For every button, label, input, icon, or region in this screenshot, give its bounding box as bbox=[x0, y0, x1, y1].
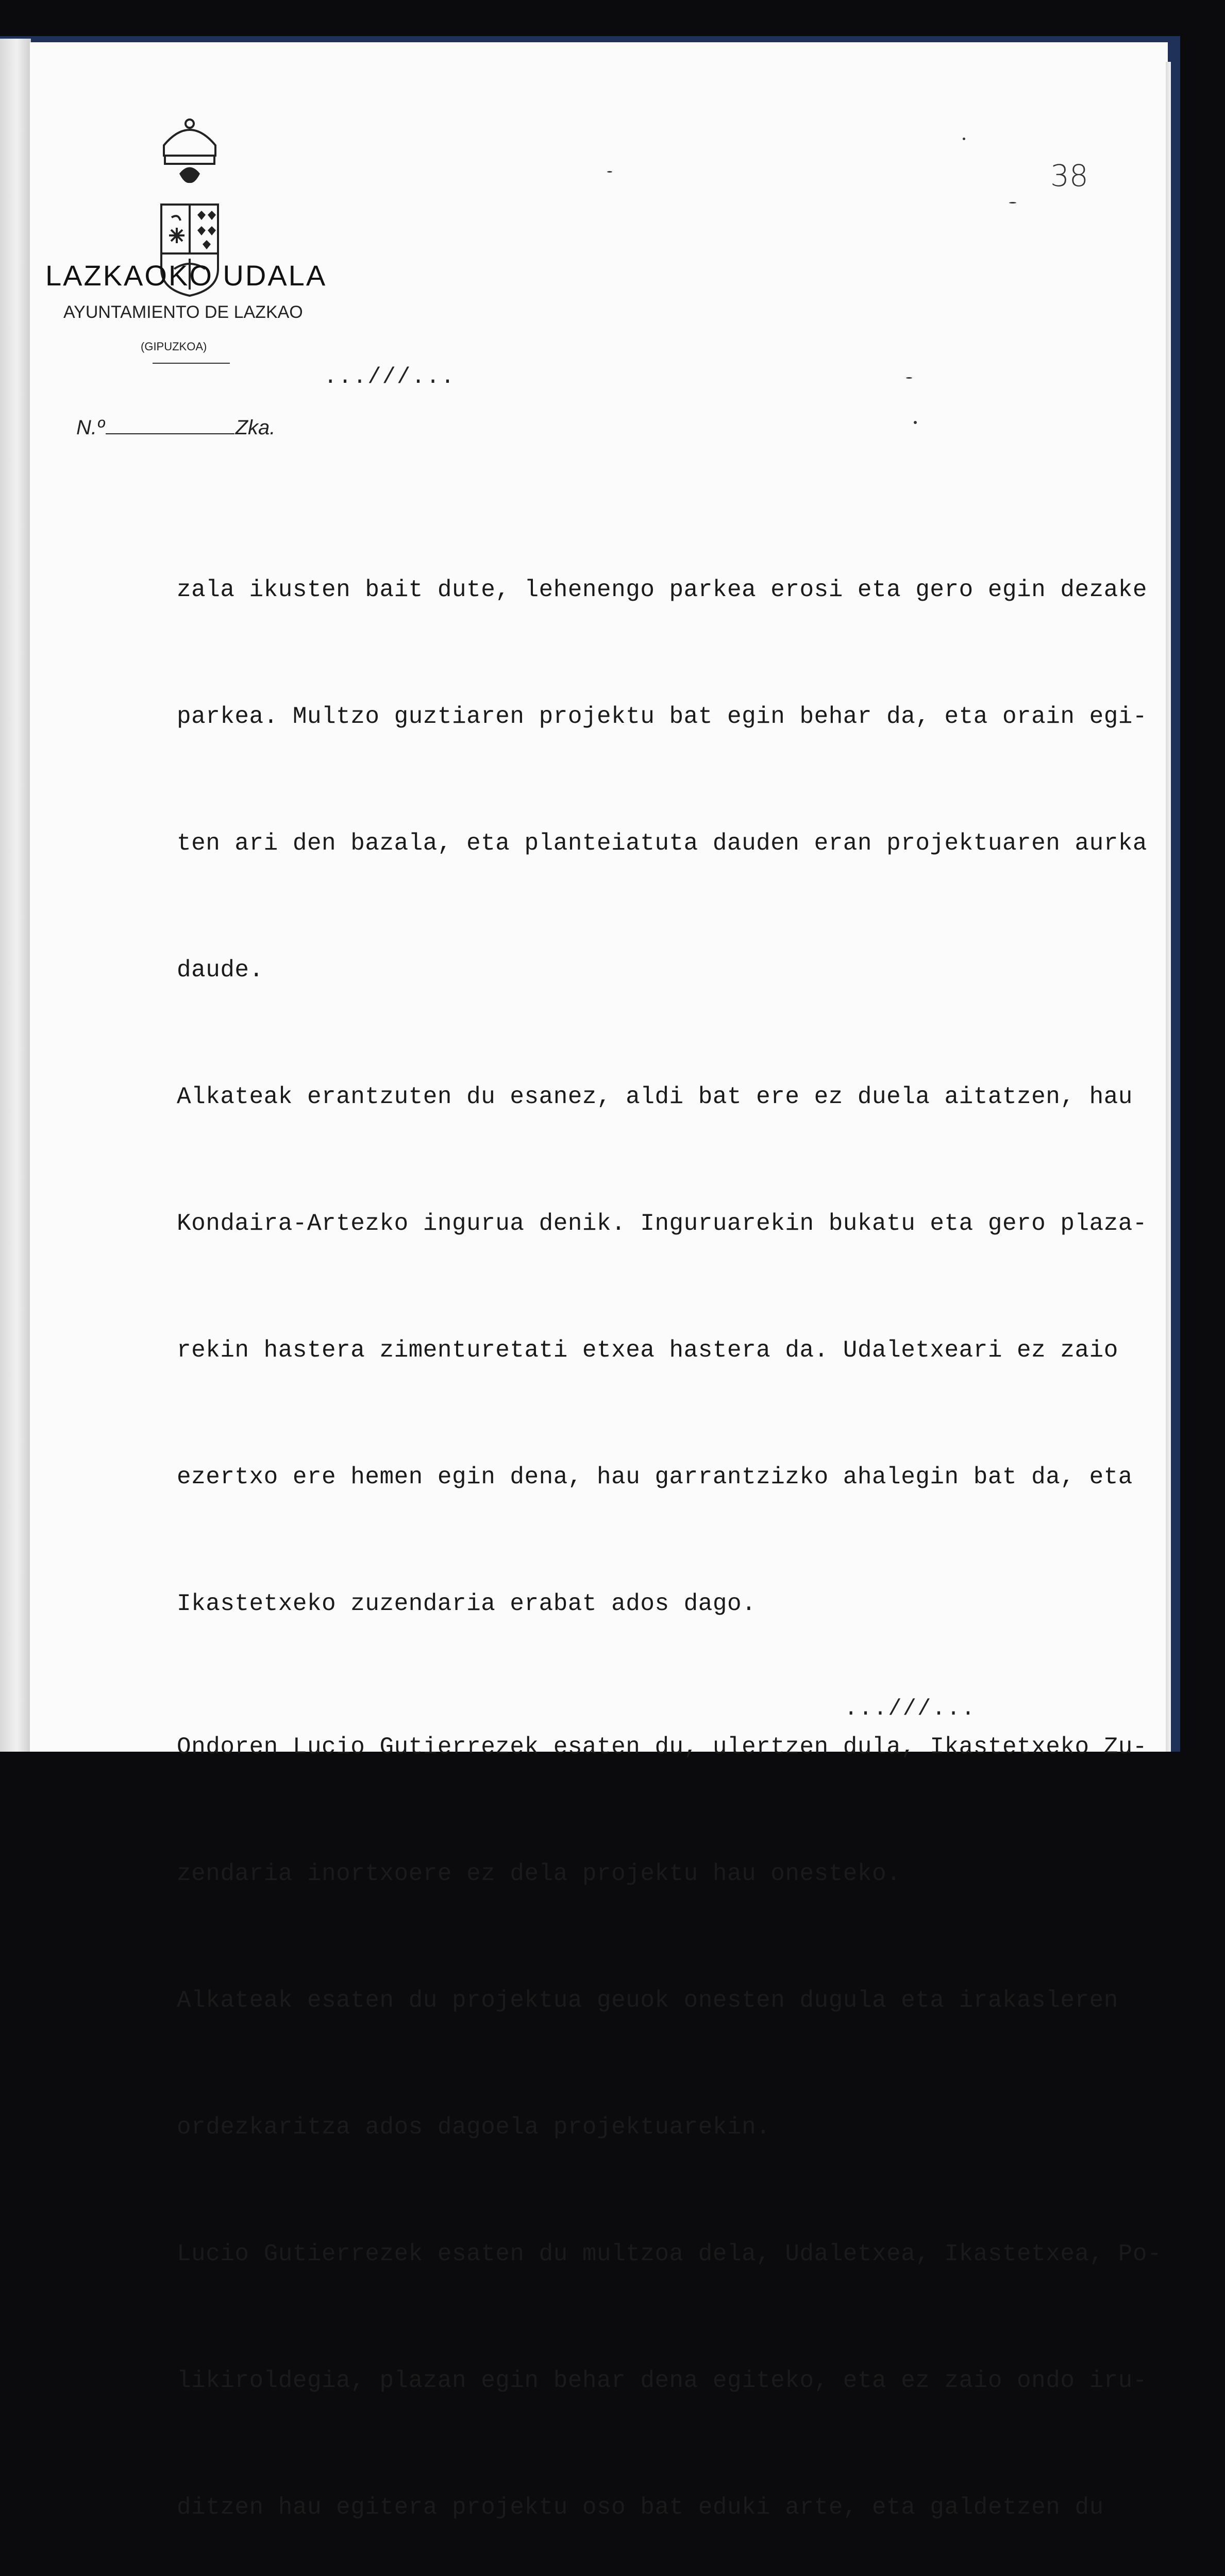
organization-name: LAZKAOKO UDALA bbox=[45, 259, 327, 292]
text-line: zendaria inortxoere ez dela projektu hau onesteko. bbox=[177, 1860, 901, 1887]
page-number: 38 bbox=[1050, 158, 1088, 193]
reference-prefix: N.º bbox=[76, 416, 105, 439]
paper-speck bbox=[906, 377, 912, 379]
reference-suffix: Zka. bbox=[235, 416, 276, 439]
region-underline bbox=[153, 363, 230, 364]
text-line: Alkateak erantzuten du esanez, aldi bat ere ez duela aitatzen, hau bbox=[177, 1083, 1133, 1110]
paper-speck bbox=[914, 421, 917, 424]
text-line: Alkateak esaten du projektua geuok onesten dugula eta irakasleren bbox=[177, 1987, 1118, 2014]
paper-speck bbox=[607, 171, 612, 173]
reference-number-field bbox=[76, 416, 344, 439]
continuation-mark-top: ...///... bbox=[324, 364, 456, 390]
text-line: daude. bbox=[177, 957, 264, 984]
text-line: ten ari den bazala, eta planteiatuta dauden eran projektuaren aurka bbox=[177, 830, 1148, 857]
text-line: parkea. Multzo guztiaren projektu bat egin behar da, eta orain egi- bbox=[177, 703, 1148, 730]
text-line: Kondaira-Artezko ingurua denik. Inguruarekin bukatu eta gero plaza- bbox=[177, 1210, 1148, 1237]
organization-name-spanish: AYUNTAMIENTO DE LAZKAO bbox=[63, 302, 303, 322]
paper-speck bbox=[1009, 202, 1016, 204]
text-line: likiroldegia, plazan egin behar dena egiteko, eta ez zaio ondo iru- bbox=[177, 2367, 1148, 2394]
text-line: rekin hastera zimenturetati etxea hastera da. Udaletxeari ez zaio bbox=[177, 1337, 1118, 1364]
text-line: ordezkaritza ados dagoela projektuarekin. bbox=[177, 2114, 771, 2141]
reference-blank bbox=[106, 416, 234, 434]
document-body bbox=[177, 484, 1182, 2576]
text-line: Ondoren Lucio Gutierrezek esaten du, ulertzen dula, Ikastetxeko Zu- bbox=[177, 1734, 1148, 1760]
organization-region: (GIPUZKOA) bbox=[141, 340, 207, 353]
page-edge bbox=[1166, 62, 1171, 1752]
text-line: Ikastetxeko zuzendaria erabat ados dago. bbox=[177, 1590, 757, 1617]
document-page bbox=[30, 42, 1168, 2521]
text-line: Lucio Gutierrezek esaten du multzoa dela, Udaletxea, Ikastetxea, Po- bbox=[177, 2241, 1162, 2267]
previous-page-edge bbox=[0, 39, 31, 1752]
text-line: zala ikusten bait dute, lehenengo parkea erosi eta gero egin dezake bbox=[177, 577, 1148, 603]
paper-speck bbox=[963, 138, 965, 140]
text-line: ditzen hau egitera projektu oso bat eduki arte, eta galdetzen du bbox=[177, 2494, 1104, 2521]
continuation-mark-bottom: ...///... bbox=[844, 1696, 976, 1722]
text-line: ezertxo ere hemen egin dena, hau garrantzizko ahalegin bat da, eta bbox=[177, 1464, 1133, 1490]
